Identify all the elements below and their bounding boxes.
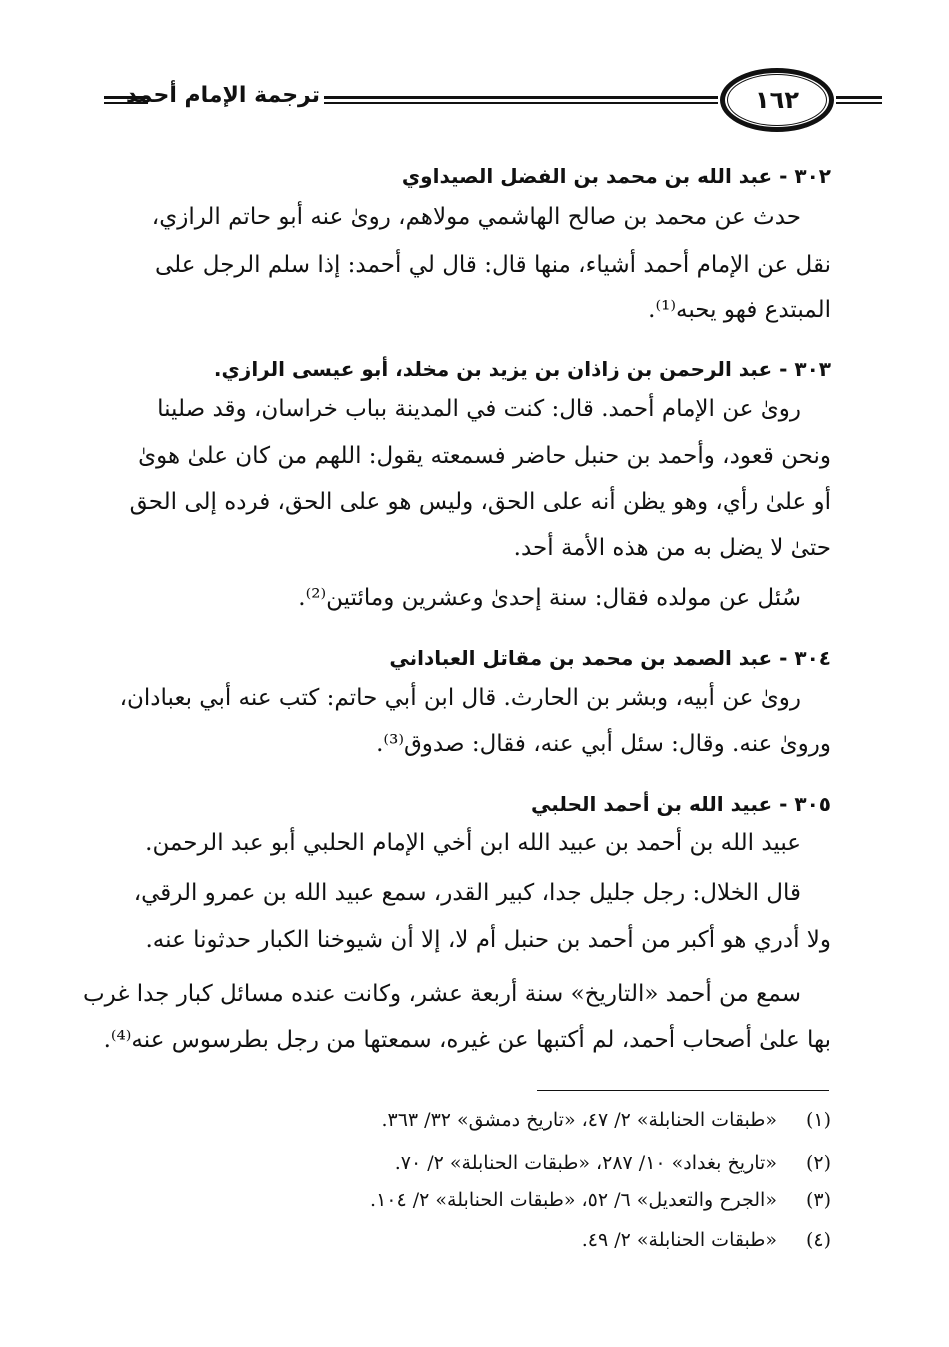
header-rule-left [104,96,148,104]
entry-305-line-5: بها علىٰ أصحاب أحمد، لم أكتبها عن غيره، سمعتها من رجل بطرسوس عنه⁽⁴⁾. [103,1027,831,1053]
entry-heading-302: ٣٠٢ - عبد الله بن محمد بن الفضل الصيداوي [401,164,831,188]
entry-303-line-1: روىٰ عن الإمام أحمد. قال: كنت في المدينة بباب خراسان، وقد صلينا [157,396,801,422]
footnote-text: «الجرح والتعديل» ٦/ ٥٢، «طبقات الحنابلة» ٢/ ١٠٤. [370,1189,777,1211]
entry-303-line-3: أو علىٰ رأي، وهو يظن أنه على الحق، وليس هو على الحق، فرده إلى الحق [129,489,831,515]
footnote-4 [582,1229,831,1251]
page-number: ١٦٢ [727,74,827,126]
entry-303-line-5: سُئل عن مولده فقال: سنة إحدىٰ وعشرين ومائتين⁽²⁾. [298,585,801,611]
entry-302-line-1: حدث عن محمد بن صالح الهاشمي مولاهم، روىٰ عنه أبو حاتم الرازي، [151,204,801,230]
footnote-text: «طبقات الحنابلة» ٢/ ٤٧، «تاريخ دمشق» ٣٢/ ٣٦٣. [381,1109,777,1131]
entry-heading-305: ٣٠٥ - عبيد الله بن أحمد الحلبي [531,792,831,816]
footnote-number: (٣) [805,1189,831,1211]
footnote-1 [381,1109,831,1131]
entry-305-line-3: ولا أدري هو أكبر من أحمد بن حنبل أم لا، إلا أن شيوخنا الكبار حدثونا عنه. [145,927,831,953]
footnote-separator [537,1090,829,1091]
entry-304-line-1: روىٰ عن أبيه، وبشر بن الحارث. قال ابن أبي حاتم: كتب عنه أبي بعبادان، [119,685,801,711]
entry-303-line-2: ونحن قعود، وأحمد بن حنبل حاضر فسمعته يقول: اللهم من كان علىٰ هوىٰ [138,443,831,469]
footnote-number: (٢) [805,1152,831,1174]
header-rule-middle [324,96,718,104]
entry-305-line-2: قال الخلال: رجل جليل جدا، كبير القدر، سمع عبيد الله بن عمرو الرقي، [133,880,801,906]
entry-305-line-4: سمع من أحمد «التاريخ» سنة أربعة عشر، وكانت عنده مسائل كبار جدا غرب [83,981,801,1007]
entry-302-line-3: المبتدع فهو يحبه⁽¹⁾. [648,297,831,323]
entry-305-line-1: عبيد الله بن أحمد بن عبيد الله ابن أخي الإمام الحلبي أبو عبد الرحمن. [145,830,801,856]
footnote-number: (٤) [805,1229,831,1251]
footnote-3 [370,1189,831,1211]
footnote-number: (١) [805,1109,831,1131]
entry-heading-303: ٣٠٣ - عبد الرحمن بن زاذان بن يزيد بن مخلد، أبو عيسى الرازي. [213,357,831,381]
header-rule-right [836,96,882,104]
entry-303-line-4: حتىٰ لا يضل به من هذه الأمة أحد. [513,535,831,561]
entry-304-line-2: وروىٰ عنه. وقال: سئل أبي عنه، فقال: صدوق⁽³⁾. [376,731,831,757]
running-title: ترجمة الإمام أحمد [126,83,320,108]
entry-302-line-2: نقل عن الإمام أحمد أشياء، منها قال: قال لي أحمد: إذا سلم الرجل على [154,252,831,278]
footnote-2 [395,1152,831,1174]
entry-heading-304: ٣٠٤ - عبد الصمد بن محمد بن مقاتل العباداني [389,646,831,670]
footnote-text: «تاريخ بغداد» ١٠/ ٢٨٧، «طبقات الحنابلة» ٢/ ٧٠. [394,1152,777,1174]
footnote-text: «طبقات الحنابلة» ٢/ ٤٩. [581,1229,777,1251]
